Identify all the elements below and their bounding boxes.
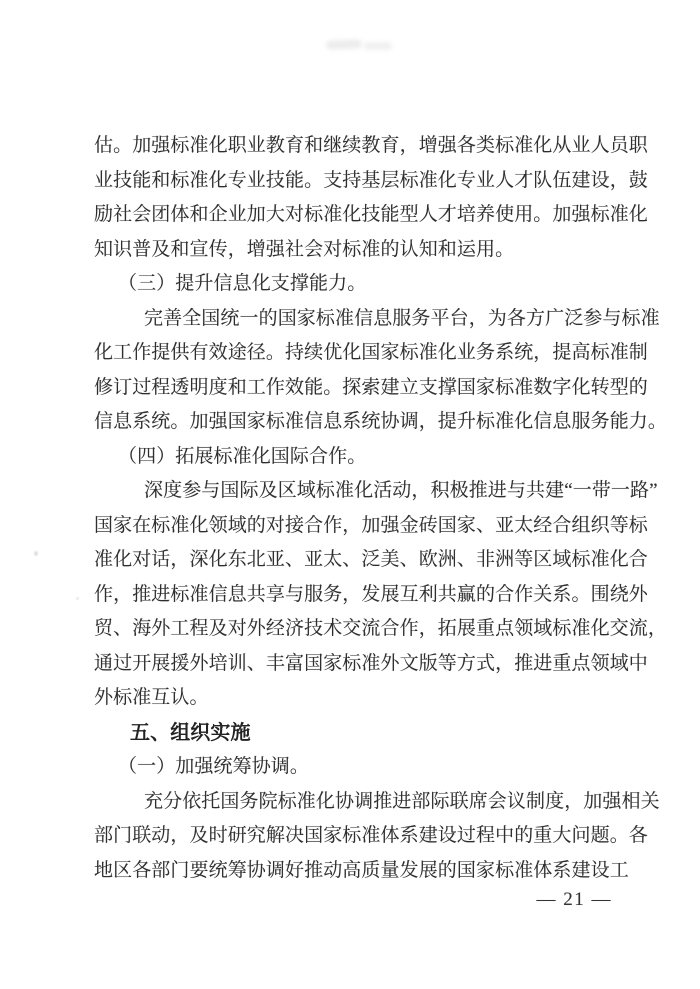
paragraph-line: 修订过程透明度和工作效能。探索建立支撑国家标准数字化转型的	[94, 376, 648, 398]
paragraph-line: 外标准互认。	[94, 687, 209, 708]
paragraph-line: 通过开展援外培训、丰富国家标准外文版等方式，推进重点领域中	[94, 652, 648, 674]
paragraph-line: 信息系统。加强国家标准信息系统协调，提升标准化信息服务能力。	[94, 411, 668, 432]
subsection-heading: （一）加强统筹协调。	[118, 756, 310, 777]
paragraph-line: 地区各部门要统筹协调好推动高质量发展的国家标准体系建设工	[94, 859, 629, 881]
section-heading: 五、组织实施	[130, 721, 251, 744]
paragraph-line: 贸、海外工程及对外经济技术交流合作，拓展重点领域标准化交流，	[94, 618, 668, 639]
paragraph-line: 充分依托国务院标准化协调推进部际联席会议制度，加强相关	[144, 790, 660, 812]
paragraph-line: 化工作提供有效途径。持续优化国家标准化业务系统，提高标准制	[94, 342, 648, 363]
scan-speck-artifact	[76, 597, 79, 600]
paragraph-line: 国家在标准化领域的对接合作，加强金砖国家、亚太经合组织等标	[94, 514, 648, 536]
subsection-heading: （四）拓展标准化国际合作。	[118, 445, 367, 467]
paragraph-line: 知识普及和宣传，增强社会对标准的认知和运用。	[94, 238, 515, 260]
scan-speck-artifact	[34, 551, 38, 556]
paragraph-line: 准化对话，深化东北亚、亚太、泛美、欧洲、非洲等区域标准化合	[94, 549, 648, 570]
paragraph-line: 部门联动，及时研究解决国家标准体系建设过程中的重大问题。各	[94, 825, 648, 846]
scan-smudge-artifact	[364, 42, 392, 50]
document-text-block	[94, 129, 668, 888]
subsection-heading: （三）提升信息化支撑能力。	[118, 273, 367, 294]
page-number: — 21 —	[536, 889, 612, 910]
paragraph-line: 作，推进标准信息共享与服务，发展互利共赢的合作关系。围绕外	[94, 583, 648, 605]
scan-smudge-artifact	[326, 39, 362, 49]
paragraph-line: 完善全国统一的国家标准信息服务平台，为各方广泛参与标准	[144, 307, 660, 329]
paragraph-line: 励社会团体和企业加大对标准化技能型人才培养使用。加强标准化	[94, 204, 648, 225]
paragraph-line: 估。加强标准化职业教育和继续教育，增强各类标准化从业人员职	[94, 135, 648, 156]
paragraph-line: 业技能和标准化专业技能。支持基层标准化专业人才队伍建设，鼓	[94, 169, 648, 191]
paragraph-line: 深度参与国际及区域标准化活动，积极推进与共建“一带一路”	[144, 480, 658, 501]
